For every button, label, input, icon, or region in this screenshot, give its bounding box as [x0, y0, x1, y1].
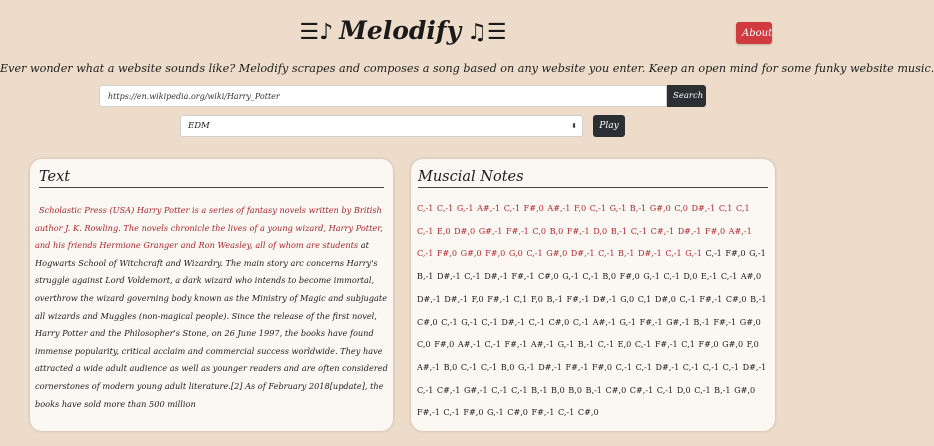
- notes-panel-heading: Muscial Notes: [418, 168, 768, 188]
- header: [0, 14, 806, 48]
- scraped-text-remaining: at Hogwarts School of Witchcraft and Wizardry. The main story arc concerns Harry's struggle against Lord Voldemort, a dark wizard who intends to become immortal, overthrow the wizard governing body known as the Ministry of Magic and subjugate all wizards and Muggles (non-magical people). Since the release of the first novel, Harry Potter and the Philosopher's Stone, on 26 June 1997, the books have found immense popularity, critical acclaim and commercial success worldwide. They have attracted a wide adult audience as well as younger readers and are often considered cornerstones of modern young adult literature.[2] As of February 2018[update], the books have sold more than 500 million: [35, 240, 388, 409]
- notes-remaining: C,-1 F#,0 G,-1 B,-1 D#,-1 C,-1 D#,-1 F#,-1 C#,0 G,-1 C,-1 B,0 F#,0 G,-1 C,-1 D,0 E,-1 C,-1 A#,0 D#,-1 D#,-1 F,0 F#,-1 C,1 F,0 B,-1 F#,-1 D#,-1 G,0 C,1 D#,0 C,-1 F#,-1 C#,0 B,-1 C#,0 C,-1 G,-1 C,-1 D#,-1 C,-1 C#,0 C,-1 A#,-1 G,-1 F#,-1 G#,-1 B,-1 F#,-1 G#,0 C,0 F#,0 A#,-1 C,-1 F#,-1 A#,-1 G,-1 B,-1 C,-1 E,0 C,-1 F#,-1 C,1 F#,0 G#,0 F,0 A#,-1 B,0 C,-1 C,-1 B,0 G,-1 D#,-1 F#,-1 F#,0 C,-1 C,-1 D#,-1 C,-1 C,-1 C,-1 D#,-1 C,-1 C#,-1 G#,-1 C,-1 C,-1 B,-1 B,0 B,0 B,-1 C#,0 C#,-1 C,-1 D,0 C,-1 B,-1 G#,0 F#,-1 C,-1 F#,0 G,-1 C#,0 F#,-1 C,-1 C#,0: [417, 248, 767, 418]
- notes-played: C,-1 C,-1 G,-1 A#,-1 C,-1 F#,0 A#,-1 F,0 C,-1 G,-1 B,-1 G#,0 C,0 D#,-1 C,1 C,1 C,-1 E,0 D#,0 G#,-1 F#,-1 C,0 B,0 F#,-1 D,0 B,-1 C,-1 C#,-1 D#,-1 F#,0 A#,-1 C,-1 F#,0 G#,0 F#,0 G,0 C,-1 G#,0 D#,-1 C,-1 B,-1 D#,-1 C,-1 G,-1: [417, 203, 752, 259]
- url-input[interactable]: [99, 85, 667, 107]
- tagline: Ever wonder what a website sounds like? Melodify scrapes and composes a song based on any website you enter. Keep an open mind for some funky website music.: [0, 62, 934, 75]
- search-button[interactable]: Search: [667, 85, 706, 107]
- music-note-icon: ☰♪: [299, 20, 334, 45]
- scraped-text-played: Scholastic Press (USA) Harry Potter is a series of fantasy novels written by British author J. K. Rowling. The novels chronicle the lives of a young wizard, Harry Potter, and his friends Hermione Granger and Ron Weasley, all of whom are students: [35, 205, 383, 251]
- music-note-icon: ♫☰: [467, 20, 507, 45]
- scraped-text: [35, 202, 395, 413]
- app-title: Melodify: [339, 16, 462, 45]
- genre-select[interactable]: [180, 115, 583, 137]
- notes-panel: [411, 159, 775, 431]
- select-caret-icon: ⬍: [571, 122, 577, 130]
- genre-selected-value: EDM: [188, 121, 210, 131]
- musical-notes: [417, 197, 769, 424]
- text-panel: [30, 159, 393, 431]
- play-button[interactable]: Play: [593, 115, 625, 137]
- brand: [0, 14, 806, 50]
- text-panel-heading: Text: [39, 168, 384, 188]
- about-button[interactable]: About: [736, 22, 772, 44]
